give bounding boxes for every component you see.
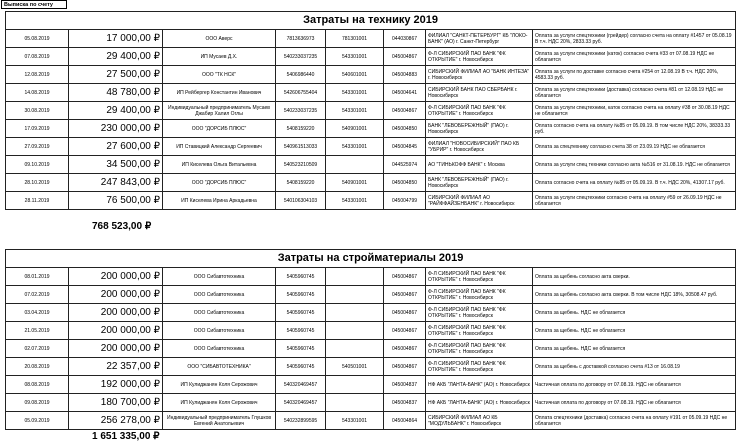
table-row (6, 174, 736, 192)
cell-purpose[interactable]: Оплата за услуги спецтехники согласно счета на оплату #59 от 26.09.19 НДС не облагается (533, 192, 736, 210)
cell-amount[interactable]: 230 000,00 ₽ (69, 120, 163, 138)
table-row (6, 286, 736, 304)
table-row (6, 66, 736, 84)
cell-inn[interactable]: 542606755404 (276, 84, 326, 102)
cell-purpose[interactable]: Оплата согласно счета на оплату №85 от 05.09.19. В т.ч. НДС 20%, 41307.17 руб. (533, 174, 736, 192)
cell-purpose[interactable]: Частичная оплата по договору от 07.08.19. НДС не облагается (533, 376, 736, 394)
cell-inn[interactable]: 5405960745 (276, 358, 326, 376)
cell-date[interactable]: 09.10.2019 (6, 156, 69, 174)
cell-bank[interactable]: Ф-Л СИБИРСКИЙ ПАО БАНК "ФК ОТКРЫТИЕ" г. Новосибирск (426, 358, 533, 376)
cell-bik[interactable]: 045004867 (384, 358, 426, 376)
table-row (6, 102, 736, 120)
materials-costs-total: 1 651 335,00 ₽ (92, 431, 160, 442)
cell-purpose[interactable]: Оплата за щебень. НДС не облагается (533, 322, 736, 340)
cell-purpose[interactable]: Оплата за услуги спецтехники (каток) согласно счета #33 от 07.08.19 НДС не облагается (533, 48, 736, 66)
table-row (6, 322, 736, 340)
cell-date[interactable]: 05.09.2019 (6, 412, 69, 430)
cell-bik[interactable]: 045004799 (384, 192, 426, 210)
cell-bank[interactable]: Ф-Л СИБИРСКИЙ ПАО БАНК "ФК ОТКРЫТИЕ" г. Новосибирск (426, 48, 533, 66)
cell-amount[interactable]: 29 400,00 ₽ (69, 102, 163, 120)
cell-date[interactable]: 07.08.2019 (6, 48, 69, 66)
cell-kpp[interactable]: 540901001 (326, 174, 384, 192)
cell-purpose[interactable]: Оплата за спецтехнику согласно счета 38 от 23.09.19 НДС не облагается (533, 138, 736, 156)
cell-purpose[interactable]: Оплата за услуги спецтехники, каток согласно счета на оплату #38 от 30.08.19 НДС не облагается (533, 102, 736, 120)
table-row (6, 30, 736, 48)
table-row (6, 268, 736, 286)
cell-kpp[interactable] (326, 304, 384, 322)
materials-costs-table (5, 249, 736, 430)
cell-inn[interactable]: 540232899595 (276, 412, 326, 430)
cell-counterparty[interactable]: Индивидуальный предприниматель Глушков Евгений Анатольевич (163, 412, 276, 430)
cell-kpp[interactable]: 543301001 (326, 84, 384, 102)
cell-kpp[interactable]: 543301001 (326, 102, 384, 120)
cell-bik[interactable]: 045004641 (384, 84, 426, 102)
cell-bik[interactable]: 045004883 (384, 66, 426, 84)
cell-amount[interactable]: 247 843,00 ₽ (69, 174, 163, 192)
cell-bank[interactable]: СИБИРСКИЙ ФИЛИАЛ АО "РАЙФФАЙЗЕНБАНК" г. Новосибирск (426, 192, 533, 210)
cell-purpose[interactable]: Частичная оплата по договору от 07.08.19. НДС не облагается (533, 394, 736, 412)
cell-kpp[interactable] (326, 268, 384, 286)
cell-purpose[interactable]: Оплата за щебень согласно акта сверки. В том числе НДС 18%, 30508.47 руб. (533, 286, 736, 304)
cell-date[interactable]: 09.08.2019 (6, 394, 69, 412)
cell-kpp[interactable]: 543301001 (326, 138, 384, 156)
cell-inn[interactable]: 540233037235 (276, 48, 326, 66)
cell-bik[interactable]: 045004867 (384, 268, 426, 286)
cell-counterparty[interactable]: ООО Сибавтотехника (163, 304, 276, 322)
cell-purpose[interactable]: Оплата за услуги по доставке согласно счета #254 от 12.08.19 В т.ч. НДС 20%, 4583.33 руб. (533, 66, 736, 84)
cell-bik[interactable]: 045004850 (384, 174, 426, 192)
cell-date[interactable]: 28.10.2019 (6, 174, 69, 192)
table-row (6, 412, 736, 430)
cell-purpose[interactable]: Оплата за щебень. НДС не облагается (533, 304, 736, 322)
cell-counterparty[interactable]: ИП Киселева Ольга Витальевна (163, 156, 276, 174)
cell-date[interactable]: 30.08.2019 (6, 102, 69, 120)
cell-kpp[interactable] (326, 322, 384, 340)
cell-counterparty[interactable]: ИП Кулиджанян Коля Серожович (163, 394, 276, 412)
cell-counterparty[interactable]: ООО Сибавтотехника (163, 340, 276, 358)
cell-bik[interactable]: 045004867 (384, 102, 426, 120)
cell-date[interactable]: 27.09.2019 (6, 138, 69, 156)
cell-bank[interactable]: АО "ТИНЬКОФФ БАНК" г. Москва (426, 156, 533, 174)
cell-bik[interactable]: 045004837 (384, 394, 426, 412)
cell-bank[interactable]: Ф-Л СИБИРСКИЙ ПАО БАНК "ФК ОТКРЫТИЕ" г. Новосибирск (426, 268, 533, 286)
cell-bik[interactable]: 045004867 (384, 48, 426, 66)
cell-inn[interactable]: 540523210509 (276, 156, 326, 174)
table-title: Затраты на технику 2019 (6, 12, 736, 30)
cell-bank[interactable]: Ф-Л СИБИРСКИЙ ПАО БАНК "ФК ОТКРЫТИЕ" г. Новосибирск (426, 304, 533, 322)
cell-amount[interactable]: 256 278,00 ₽ (69, 412, 163, 430)
cell-amount[interactable]: 76 500,00 ₽ (69, 192, 163, 210)
cell-bik[interactable]: 045004864 (384, 412, 426, 430)
cell-date[interactable]: 03.04.2019 (6, 304, 69, 322)
cell-bank[interactable]: Ф-Л СИБИРСКИЙ ПАО БАНК "ФК ОТКРЫТИЕ" г. Новосибирск (426, 340, 533, 358)
cell-purpose[interactable]: Оплата за щебень согласно акта сверки. (533, 268, 736, 286)
cell-counterparty[interactable]: ООО "ДОРСИБ ПЛЮС" (163, 120, 276, 138)
cell-kpp[interactable]: 540901001 (326, 120, 384, 138)
cell-amount[interactable]: 200 000,00 ₽ (69, 304, 163, 322)
cell-counterparty[interactable]: ИП Кулиджанян Коля Серожович (163, 376, 276, 394)
cell-kpp[interactable] (326, 376, 384, 394)
cell-kpp[interactable]: 540501001 (326, 358, 384, 376)
equipment-costs-total: 768 523,00 ₽ (92, 221, 152, 232)
cell-counterparty[interactable]: ООО Сибавтотехника (163, 268, 276, 286)
cell-inn[interactable]: 540106304103 (276, 192, 326, 210)
cell-bank[interactable]: БАНК "ЛЕВОБЕРЕЖНЫЙ" (ПАО) г. Новосибирск (426, 174, 533, 192)
cell-bank[interactable]: СИБИРСКИЙ ФИЛИАЛ АО "БАНК ИНТЕЗА" г. Новосибирск (426, 66, 533, 84)
cell-purpose[interactable]: Оплата за щебень с доставкой согласно счета #13 от 16.08.19 (533, 358, 736, 376)
cell-counterparty[interactable]: ООО "СИБАВТОТЕХНИКА" (163, 358, 276, 376)
cell-amount[interactable]: 192 000,00 ₽ (69, 376, 163, 394)
cell-date[interactable]: 21.05.2019 (6, 322, 69, 340)
cell-counterparty[interactable]: ИП Киселева Ирина Аркадьевна (163, 192, 276, 210)
cell-date[interactable]: 02.07.2019 (6, 340, 69, 358)
table-row (6, 84, 736, 102)
table-row (6, 192, 736, 210)
table-row (6, 48, 736, 66)
cell-bik[interactable]: 044525974 (384, 156, 426, 174)
cell-purpose[interactable]: Оплата за услуги спец техники согласно акта №516 от 31.08.19. НДС не облагается (533, 156, 736, 174)
cell-date[interactable]: 12.08.2019 (6, 66, 69, 84)
cell-bik[interactable]: 045004837 (384, 376, 426, 394)
table-row (6, 138, 736, 156)
cell-bank[interactable]: Ф-Л СИБИРСКИЙ ПАО БАНК "ФК ОТКРЫТИЕ" г. Новосибирск (426, 322, 533, 340)
cell-purpose[interactable]: Оплата согласно счета на оплату №85 от 05.09.19. В том числе НДС 20%, 38333.33 руб. (533, 120, 736, 138)
cell-inn[interactable]: 540961513033 (276, 138, 326, 156)
cell-amount[interactable]: 17 000,00 ₽ (69, 30, 163, 48)
equipment-costs-table (5, 11, 736, 210)
cell-bik[interactable]: 045004867 (384, 322, 426, 340)
cell-bank[interactable]: ФИЛИАЛ "САНКТ-ПЕТЕРБУРГ" КБ "ЛОКО-БАНК" (АО) г. Санкт-Петербург (426, 30, 533, 48)
cell-amount[interactable]: 180 700,00 ₽ (69, 394, 163, 412)
cell-date[interactable]: 08.08.2019 (6, 376, 69, 394)
table-title: Затраты на стройматериалы 2019 (6, 250, 736, 268)
cell-purpose[interactable]: Оплата за услуги спецтехники (доставка) согласно счета #81 от 12.08.19 НДС не облагается (533, 84, 736, 102)
cell-inn[interactable]: 5406986440 (276, 66, 326, 84)
cell-inn[interactable]: 5408159220 (276, 174, 326, 192)
cell-amount[interactable]: 200 000,00 ₽ (69, 340, 163, 358)
cell-inn[interactable]: 5405960745 (276, 286, 326, 304)
cell-counterparty[interactable]: ООО "ДОРСИБ ПЛЮС" (163, 174, 276, 192)
cell-date[interactable]: 14.08.2019 (6, 84, 69, 102)
cell-counterparty[interactable]: Индивидуальный предприниматель Мусаев Джабир Халил Оглы (163, 102, 276, 120)
cell-inn[interactable]: 540320469457 (276, 376, 326, 394)
cell-amount[interactable]: 48 780,00 ₽ (69, 84, 163, 102)
cell-inn[interactable]: 540233037235 (276, 102, 326, 120)
cell-inn[interactable]: 5408159220 (276, 120, 326, 138)
cell-kpp[interactable]: 543301001 (326, 192, 384, 210)
table-row (6, 358, 736, 376)
cell-inn[interactable]: 7813636973 (276, 30, 326, 48)
cell-bik[interactable]: 045004850 (384, 120, 426, 138)
cell-kpp[interactable]: 543301001 (326, 412, 384, 430)
table-row (6, 376, 736, 394)
cell-bank[interactable]: СИБИРСКИЙ БАНК ПАО СБЕРБАНК г. Новосибирск (426, 84, 533, 102)
cell-counterparty[interactable]: ООО Сибавтотехника (163, 286, 276, 304)
cell-bank[interactable]: НФ АКБ "ЛАНТА-БАНК" (АО) г. Новосибирск (426, 376, 533, 394)
cell-kpp[interactable] (326, 394, 384, 412)
table-row (6, 340, 736, 358)
cell-date[interactable]: 08.01.2019 (6, 268, 69, 286)
cell-date[interactable]: 07.02.2019 (6, 286, 69, 304)
cell-kpp[interactable] (326, 286, 384, 304)
cell-bik[interactable]: 044030867 (384, 30, 426, 48)
table-row (6, 156, 736, 174)
cell-kpp[interactable] (326, 340, 384, 358)
cell-bank[interactable]: СИБИРСКИЙ ФИЛИАЛ АО КБ "МОДУЛЬБАНК" г. Новосибирск (426, 412, 533, 430)
cell-purpose[interactable]: Оплата за щебень. НДС не облагается (533, 340, 736, 358)
sheet-tab-statement[interactable]: Выписка по счету (1, 0, 67, 9)
cell-date[interactable]: 20.08.2019 (6, 358, 69, 376)
cell-bank[interactable]: Ф-Л СИБИРСКИЙ ПАО БАНК "ФК ОТКРЫТИЕ" г. Новосибирск (426, 102, 533, 120)
cell-inn[interactable]: 5405960745 (276, 340, 326, 358)
cell-amount[interactable]: 27 600,00 ₽ (69, 138, 163, 156)
cell-amount[interactable]: 27 500,00 ₽ (69, 66, 163, 84)
cell-counterparty[interactable]: ООО Аверс (163, 30, 276, 48)
cell-counterparty[interactable]: ИП Мусаев Д.Х. (163, 48, 276, 66)
cell-bik[interactable]: 045004867 (384, 304, 426, 322)
cell-purpose[interactable]: Оплата спецтехники (доставка) согласно счета на оплату #191 от 05.09.19 НДС не облагается (533, 412, 736, 430)
cell-kpp[interactable]: 781301001 (326, 30, 384, 48)
cell-counterparty[interactable]: ИП Рейбергер Константин Иванович (163, 84, 276, 102)
cell-amount[interactable]: 29 400,00 ₽ (69, 48, 163, 66)
table-row (6, 120, 736, 138)
cell-date[interactable]: 05.08.2019 (6, 30, 69, 48)
cell-inn[interactable]: 540320469457 (276, 394, 326, 412)
cell-inn[interactable]: 5405960745 (276, 304, 326, 322)
cell-bank[interactable]: БАНК "ЛЕВОБЕРЕЖНЫЙ" (ПАО) г. Новосибирск (426, 120, 533, 138)
cell-date[interactable]: 28.11.2019 (6, 192, 69, 210)
cell-kpp[interactable]: 543301001 (326, 48, 384, 66)
cell-amount[interactable]: 200 000,00 ₽ (69, 268, 163, 286)
table-row (6, 304, 736, 322)
cell-bik[interactable]: 045004867 (384, 286, 426, 304)
cell-amount[interactable]: 200 000,00 ₽ (69, 286, 163, 304)
cell-kpp[interactable]: 540601001 (326, 66, 384, 84)
cell-purpose[interactable]: Оплата за услуги спецтехники (грейдер) согласно счета на оплату #1457 от 05.08.19 В т.ч. НДС 20%, 2833.33 руб. (533, 30, 736, 48)
cell-amount[interactable]: 22 357,00 ₽ (69, 358, 163, 376)
cell-bank[interactable]: НФ АКБ "ЛАНТА-БАНК" (АО) г. Новосибирск (426, 394, 533, 412)
cell-amount[interactable]: 200 000,00 ₽ (69, 322, 163, 340)
cell-inn[interactable]: 5405960745 (276, 268, 326, 286)
cell-bik[interactable]: 045004867 (384, 340, 426, 358)
cell-counterparty[interactable]: ООО "ТК НСК" (163, 66, 276, 84)
cell-counterparty[interactable]: ИП Ставицкий Александр Сергеевич (163, 138, 276, 156)
cell-date[interactable]: 17.09.2019 (6, 120, 69, 138)
table-row (6, 394, 736, 412)
cell-counterparty[interactable]: ООО Сибавтотехника (163, 322, 276, 340)
cell-kpp[interactable] (326, 156, 384, 174)
cell-amount[interactable]: 34 500,00 ₽ (69, 156, 163, 174)
cell-bank[interactable]: Ф-Л СИБИРСКИЙ ПАО БАНК "ФК ОТКРЫТИЕ" г. Новосибирск (426, 286, 533, 304)
cell-bank[interactable]: ФИЛИАЛ "НОВОСИБИРСКИЙ" ПАО КБ "УБРИР" г. Новосибирск (426, 138, 533, 156)
cell-bik[interactable]: 045004845 (384, 138, 426, 156)
cell-inn[interactable]: 5405960745 (276, 322, 326, 340)
